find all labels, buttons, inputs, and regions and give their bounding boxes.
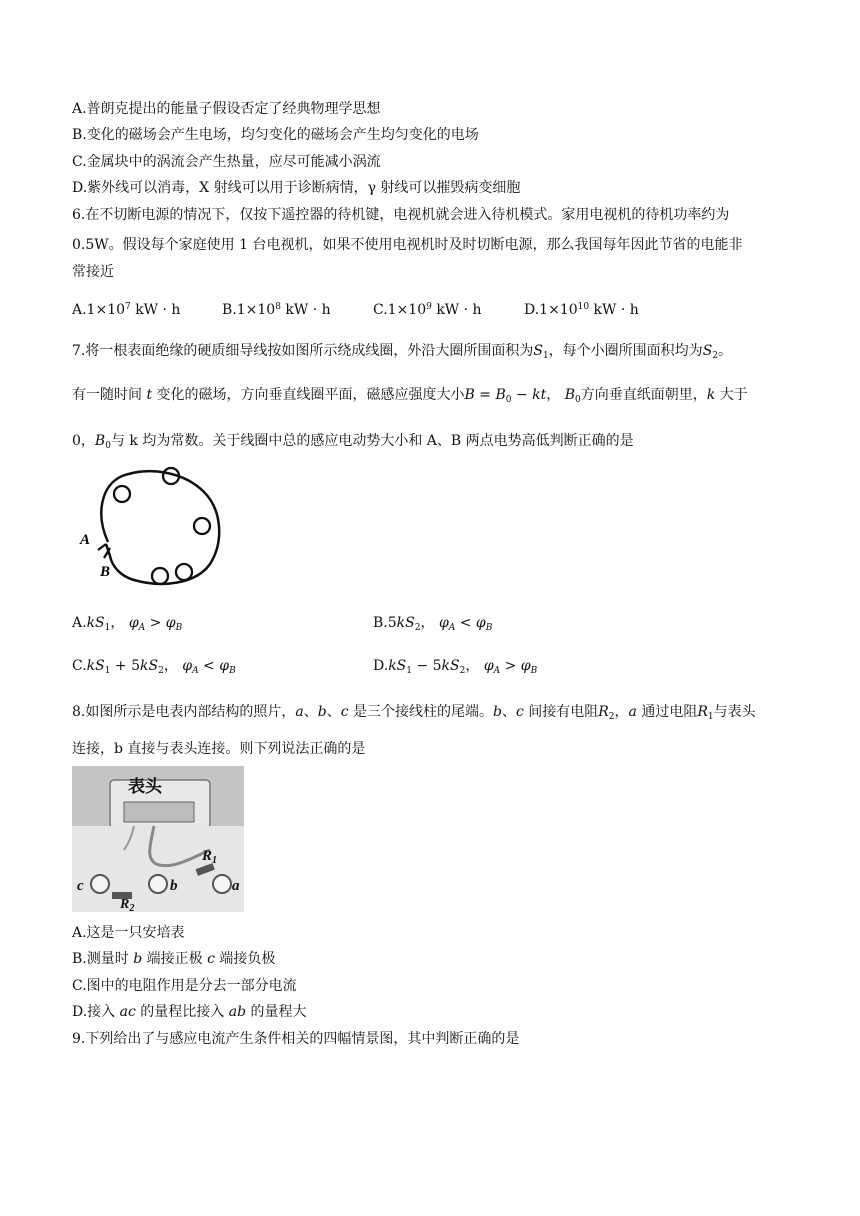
small-loop-4 (176, 564, 192, 580)
q6-option-b: $B.1\times 10^8$ kW · h (222, 302, 331, 318)
q7-option-b: $B.5kS_2$， $\varphi_A < \varphi_B$ (373, 615, 493, 633)
head-label: 表头 (128, 777, 162, 797)
small-loop-5 (152, 568, 168, 584)
lead-a (98, 544, 106, 550)
terminal-c (91, 875, 109, 893)
q5-option-a: A.普朗克提出的能量子假设否定了经典物理学思想 (72, 101, 381, 117)
q6-stem-line2: 0.5W。假设每个家庭使用 1 台电视机，如果不使用电视机时及时切断电源，那么我国每年因此节省的电能非 (72, 237, 743, 253)
q7-option-d: $D.kS_1 - 5kS_2$， $\varphi_A > \varphi_B$ (373, 658, 538, 676)
svg-text:R1: $R_1$ (202, 848, 218, 866)
q8-option-a: A.这是一只安培表 (72, 925, 185, 941)
terminal-a (213, 875, 231, 893)
q7-stem-line2: 有一随时间 t 变化的磁场，方向垂直线圈平面，磁感应强度大小$B = B_0$ − kt， $B_0$方向垂直纸面朝里，k 大于 (72, 387, 748, 405)
q8-stem-line1: 8.如图所示是电表内部结构的照片，a、b、c 是三个接线柱的尾端。b、c 间接有电阻$R_2$，a 通过电阻$R_1$与表头 (72, 704, 756, 722)
b-label: b (170, 878, 178, 894)
terminal-b (149, 875, 167, 893)
q6-stem-line1: 6.在不切断电源的情况下，仅按下遥控器的待机键，电视机就会进入待机模式。家用电视机的待机功率约为 (72, 207, 730, 223)
q6-option-d: $D.1\times 10^{10}$ kW · h (524, 302, 639, 318)
a-label: a (232, 878, 240, 894)
q6-option-a: $A.1\times 10^7$ kW · h (72, 302, 181, 318)
c-label: c (77, 878, 84, 894)
meter-photo (72, 766, 244, 912)
small-loop-1 (114, 486, 130, 502)
q5-option-b: B.变化的磁场会产生电场，均匀变化的磁场会产生均匀变化的电场 (72, 127, 479, 143)
q5-option-d: D.紫外线可以消毒，X 射线可以用于诊断病情，γ 射线可以摧毁病变细胞 (72, 180, 521, 196)
q7-option-c: $C.kS_1 + 5kS_2$， $\varphi_A < \varphi_B$ (72, 658, 236, 676)
q6-stem-line3: 常接近 (72, 264, 114, 280)
small-loop-3 (194, 518, 210, 534)
q7-stem-line1: 7.将一根表面绝缘的硬质细导线按如图所示绕成线圈，外沿大圈所围面积为$S_1$，每个小圈所围面积均为$S_2$。 (72, 343, 733, 361)
q8-option-b: B.测量时 b 端接正极 c 端接负极 (72, 951, 276, 967)
q8-option-c: C.图中的电阻作用是分去一部分电流 (72, 978, 297, 994)
r1-label: R (202, 848, 213, 864)
q7-option-a: $A.kS_1$， $\varphi_A > \varphi_B$ (72, 615, 183, 633)
label-a: A (80, 532, 91, 548)
r2-label: R (120, 897, 130, 912)
q9-stem: 9.下列给出了与感应电流产生条件相关的四幅情景图，其中判断正确的是 (72, 1031, 520, 1047)
q7-stem-line3: 0，$B_0$与 k 均为常数。关于线圈中总的感应电动势大小和 A、B 两点电势高低判断正确的是 (72, 433, 634, 451)
q8-stem-line2: 连接，b 直接与表头连接。则下列说法正确的是 (72, 741, 366, 757)
q6-option-c: $C.1\times 10^9$ kW · h (373, 302, 482, 318)
q8-option-d: D.接入 ac 的量程比接入 ab 的量程大 (72, 1004, 307, 1020)
q5-option-c: C.金属块中的涡流会产生热量，应尽可能减小涡流 (72, 154, 381, 170)
svg-text:R2: $R_2$ (120, 897, 135, 912)
label-b: B (100, 564, 111, 580)
coil-figure (76, 464, 226, 594)
